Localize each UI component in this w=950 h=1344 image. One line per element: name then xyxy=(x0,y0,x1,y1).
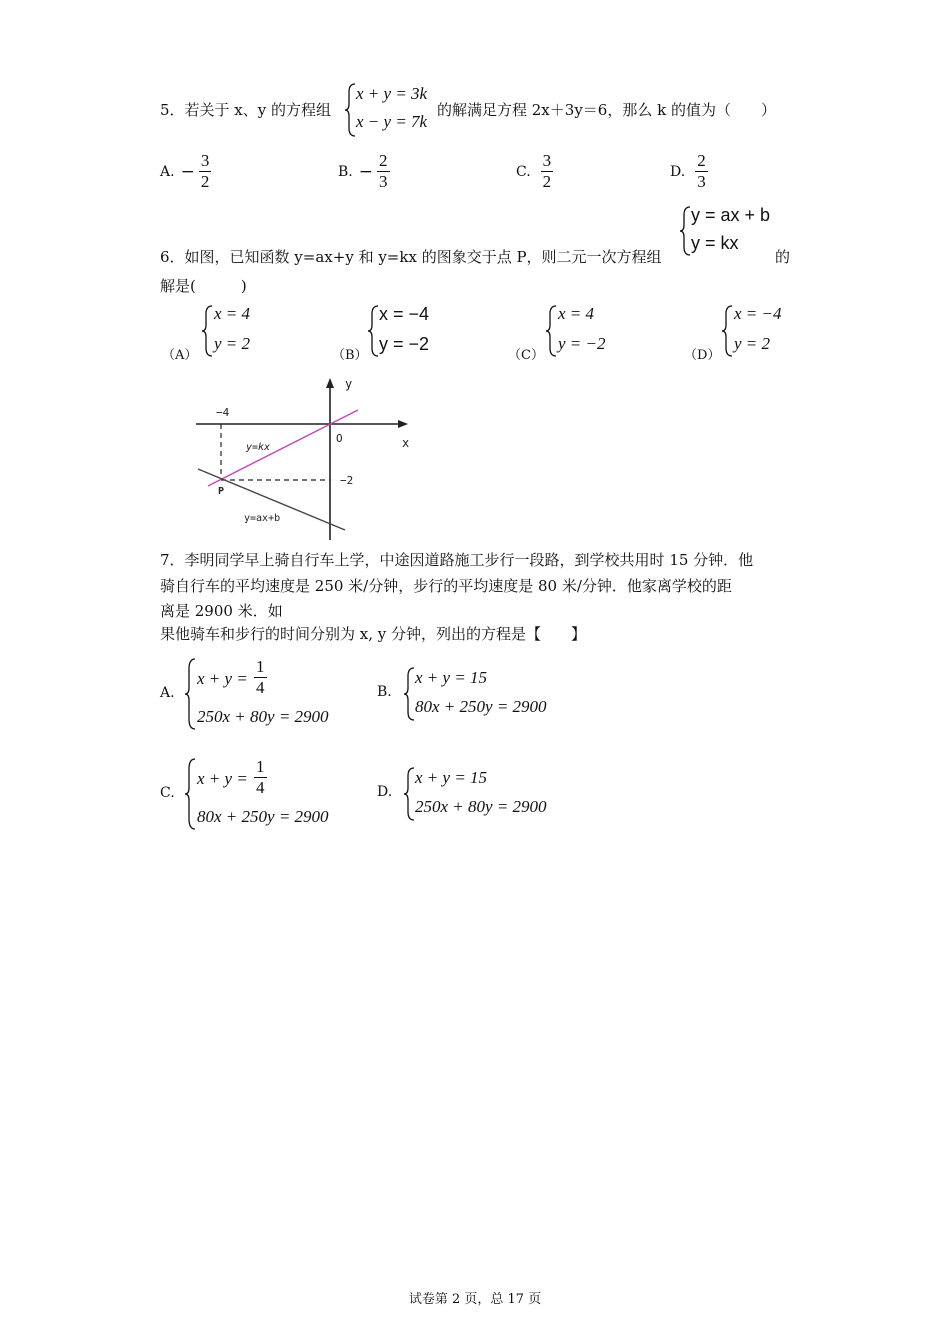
origin-label: O xyxy=(336,432,343,445)
fraction xyxy=(377,151,390,192)
option-label: （D） xyxy=(684,348,721,363)
eq1: x = 4 xyxy=(558,304,595,323)
q6-option-d[interactable] xyxy=(684,302,804,362)
q7-option-a[interactable] xyxy=(160,655,360,735)
eq2: y = 2 xyxy=(214,334,251,353)
q6-option-c[interactable] xyxy=(508,302,628,362)
q6-graph xyxy=(190,372,430,542)
denominator: 3 xyxy=(379,172,388,191)
q7-option-c[interactable] xyxy=(160,755,360,835)
q6-eq1: y = ax + b xyxy=(691,205,771,225)
y-axis-arrow xyxy=(326,378,334,388)
q6-suffix: 的 xyxy=(775,248,791,266)
eq1-left: x + y = xyxy=(197,669,248,688)
option-label: C. xyxy=(516,163,531,180)
denominator: 2 xyxy=(200,172,210,191)
denominator: 3 xyxy=(697,172,706,191)
eq1: x = −4 xyxy=(379,304,430,324)
q7-line2: 骑自行车的平均速度是 250 米/分钟，步行的平均速度是 80 米/分钟．他家离学校的距 xyxy=(160,577,732,595)
line-kx xyxy=(208,410,358,486)
eq2: y = 2 xyxy=(734,334,771,353)
x-axis-arrow xyxy=(398,420,408,428)
brace xyxy=(185,757,197,831)
q5-option-d[interactable] xyxy=(670,151,708,192)
brace xyxy=(202,304,214,358)
eq1: x + y = 15 xyxy=(415,668,488,687)
q7-line1: 7．李明同学早上骑自行车上学，中途因道路施工步行一段路，到学校共用时 15 分钟．他 xyxy=(160,551,754,569)
numerator: 1 xyxy=(256,757,265,776)
eq2: 250x + 80y = 2900 xyxy=(197,707,329,726)
eq1: x = 4 xyxy=(214,304,251,323)
option-label: （A） xyxy=(162,348,198,363)
eq2: 250x + 80y = 2900 xyxy=(415,797,547,816)
fraction xyxy=(199,151,212,192)
denominator: 2 xyxy=(542,172,552,191)
neg4-label: −4 xyxy=(216,406,230,419)
fraction xyxy=(254,657,267,698)
page-footer: 试卷第 2 页，总 17 页 xyxy=(408,1292,542,1307)
denominator: 4 xyxy=(256,778,265,797)
option-label: A. xyxy=(160,685,175,701)
q5-option-c[interactable] xyxy=(516,151,553,192)
q7-line4: 果他骑车和步行的时间分别为 x, y 分钟，列出的方程是【 】 xyxy=(160,625,587,643)
minus-sign: − xyxy=(180,161,195,182)
numerator: 2 xyxy=(379,151,388,170)
numerator: 1 xyxy=(256,657,265,676)
eq2: 80x + 250y = 2900 xyxy=(197,807,329,826)
numerator: 3 xyxy=(200,151,210,170)
option-label: D. xyxy=(377,784,393,800)
q6-option-a[interactable] xyxy=(162,302,282,362)
line-kx-label: y=kx xyxy=(246,442,271,453)
minus-sign: − xyxy=(358,161,373,182)
x-axis-label: x xyxy=(402,436,410,450)
eq2: 80x + 250y = 2900 xyxy=(415,697,547,716)
eq1: x = −4 xyxy=(734,304,782,323)
q7-option-b[interactable] xyxy=(377,664,577,724)
q7-option-d[interactable] xyxy=(377,764,577,824)
brace xyxy=(722,304,734,358)
numerator: 3 xyxy=(542,151,552,170)
option-label: （B） xyxy=(332,348,368,363)
q6-line2: 解是( ) xyxy=(160,277,247,295)
q6-eq2: y = kx xyxy=(691,233,739,253)
q5-prefix: 5．若关于 x、y 的方程组 xyxy=(160,101,332,119)
q5-suffix: 的解满足方程 2x＋3y＝6，那么 k 的值为（ ） xyxy=(437,101,776,119)
eq1: x + y = 15 xyxy=(415,768,488,787)
denominator: 4 xyxy=(256,678,265,697)
option-label: （C） xyxy=(508,348,544,363)
numerator: 2 xyxy=(697,151,706,170)
q6-option-b[interactable] xyxy=(332,302,452,362)
brace xyxy=(546,304,558,358)
q6-prefix: 6．如图，已知函数 y=ax+y 和 y=kx 的图象交于点 P，则二元一次方程组 xyxy=(160,248,662,266)
q5-option-b[interactable] xyxy=(338,151,390,192)
neg2-label: −2 xyxy=(340,474,354,487)
option-label: B. xyxy=(377,684,392,700)
q5-eq2: x − y = 7k xyxy=(356,112,428,131)
eq2: y = −2 xyxy=(379,334,430,354)
eq1-left: x + y = xyxy=(197,769,248,788)
q5-option-a[interactable] xyxy=(160,151,211,192)
fraction xyxy=(254,757,267,798)
option-label: A. xyxy=(160,163,175,180)
fraction xyxy=(695,151,708,192)
y-axis-label: y xyxy=(345,377,353,391)
point-p-label: P xyxy=(218,486,225,497)
option-label: C. xyxy=(160,785,175,801)
line-axb-label: y=ax+b xyxy=(244,513,281,524)
brace xyxy=(185,657,197,731)
q5-eq1: x + y = 3k xyxy=(356,84,428,103)
fraction xyxy=(541,151,554,192)
option-label: B. xyxy=(338,163,353,180)
eq2: y = −2 xyxy=(558,334,606,353)
option-label: D. xyxy=(670,163,686,180)
q7-line3: 离是 2900 米．如 xyxy=(160,602,283,620)
